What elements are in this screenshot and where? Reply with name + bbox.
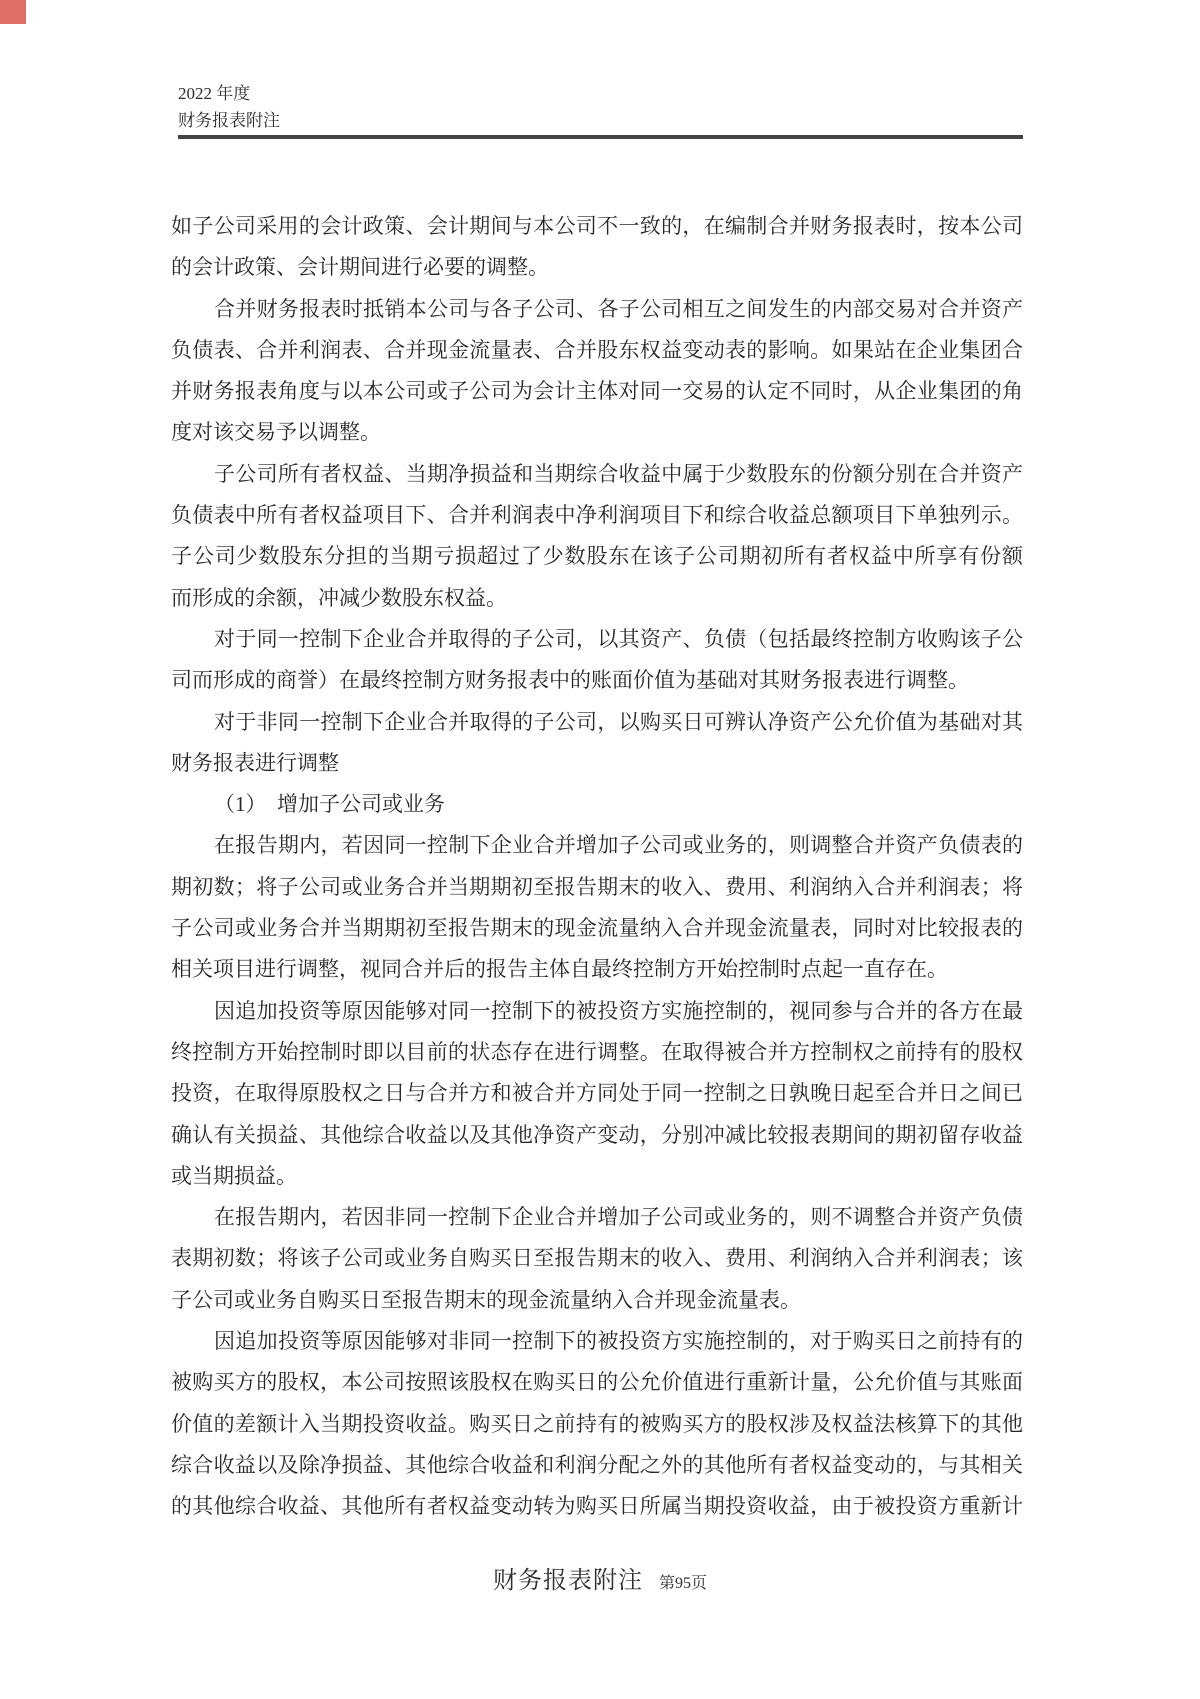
body-line: 或当期损益。 xyxy=(171,1163,297,1188)
body-line: 综合收益以及除净损益、其他综合收益和利润分配之外的其他所有者权益变动的，与其相关 xyxy=(171,1452,1023,1477)
body-line: 财务报表进行调整 xyxy=(171,750,339,775)
body-line: 对于同一控制下企业合并取得的子公司，以其资产、负债（包括最终控制方收购该子公 xyxy=(214,626,1023,651)
body-line: 确认有关损益、其他综合收益以及其他净资产变动，分别冲减比较报表期间的期初留存收益 xyxy=(171,1122,1023,1147)
body-line: 期初数；将子公司或业务合并当期期初至报告期末的收入、费用、利润纳入合并利润表；将 xyxy=(171,874,1023,899)
body-line: 如子公司采用的会计政策、会计期间与本公司不一致的，在编制合并财务报表时，按本公司 xyxy=(171,214,1023,238)
body-line: 子公司所有者权益、当期净损益和当期综合收益中属于少数股东的份额分别在合并资产 xyxy=(214,461,1023,486)
document-body xyxy=(171,206,1023,1528)
body-line: 投资，在取得原股权之日与合并方和被合并方同处于同一控制之日孰晚日起至合并日之间已 xyxy=(171,1081,1023,1106)
body-line: 子公司或业务自购买日至报告期末的现金流量纳入合并现金流量表。 xyxy=(171,1287,801,1312)
body-line: 对于非同一控制下企业合并取得的子公司，以购买日可辨认净资产公允价值为基础对其 xyxy=(214,709,1023,734)
body-line: 终控制方开始控制时即以目前的状态存在进行调整。在取得被合并方控制权之前持有的股权 xyxy=(171,1039,1023,1064)
body-line: （1） 增加子公司或业务 xyxy=(214,792,445,817)
body-line: 度对该交易予以调整。 xyxy=(171,420,381,445)
body-line: 并财务报表角度与以本公司或子公司为会计主体对同一交易的认定不同时，从企业集团的角 xyxy=(171,379,1023,404)
body-line: 相关项目进行调整，视同合并后的报告主体自最终控制方开始控制时点起一直存在。 xyxy=(171,957,948,982)
body-line: 的其他综合收益、其他所有者权益变动转为购买日所属当期投资收益，由于被投资方重新计 xyxy=(171,1494,1023,1519)
footer-page-number: 第95页 xyxy=(658,1575,707,1592)
body-line: 司而形成的商誉）在最终控制方财务报表中的账面价值为基础对其财务报表进行调整。 xyxy=(171,668,969,693)
body-line: 的会计政策、会计期间进行必要的调整。 xyxy=(171,255,549,280)
body-line: 在报告期内，若因非同一控制下企业合并增加子公司或业务的，则不调整合并资产负债 xyxy=(214,1205,1023,1230)
page-footer xyxy=(0,1560,1200,1595)
header-year: 2022 年度 xyxy=(178,84,251,103)
header-doc-title: 财务报表附注 xyxy=(178,111,280,130)
body-line: 负债表、合并利润表、合并现金流量表、合并股东权益变动表的影响。如果站在企业集团合 xyxy=(171,337,1023,362)
body-line: 因追加投资等原因能够对非同一控制下的被投资方实施控制的，对于购买日之前持有的 xyxy=(214,1329,1023,1354)
body-line: 被购买方的股权，本公司按照该股权在购买日的公允价值进行重新计量，公允价值与其账面 xyxy=(171,1370,1023,1395)
page-header xyxy=(178,80,280,134)
body-line: 合并财务报表时抵销本公司与各子公司、各子公司相互之间发生的内部交易对合并资产 xyxy=(214,296,1023,321)
body-line: 表期初数；将该子公司或业务自购买日至报告期末的收入、费用、利润纳入合并利润表；该 xyxy=(171,1246,1023,1271)
body-line: 价值的差额计入当期投资收益。购买日之前持有的被购买方的股权涉及权益法核算下的其他 xyxy=(171,1411,1023,1436)
body-line: 子公司少数股东分担的当期亏损超过了少数股东在该子公司期初所有者权益中所享有份额 xyxy=(171,544,1023,569)
body-line: 负债表中所有者权益项目下、合并利润表中净利润项目下和综合收益总额项目下单独列示。 xyxy=(171,503,1023,528)
body-line: 而形成的余额，冲减少数股东权益。 xyxy=(171,585,507,610)
body-line: 因追加投资等原因能够对同一控制下的被投资方实施控制的，视同参与合并的各方在最 xyxy=(214,998,1023,1023)
body-line: 子公司或业务合并当期期初至报告期末的现金流量纳入合并现金流量表，同时对比较报表的 xyxy=(171,916,1023,941)
corner-scan-mark xyxy=(0,0,26,24)
footer-title: 财务报表附注 xyxy=(492,1568,643,1594)
header-rule xyxy=(178,135,1023,139)
body-line: 在报告期内，若因同一控制下企业合并增加子公司或业务的，则调整合并资产负债表的 xyxy=(214,833,1023,858)
